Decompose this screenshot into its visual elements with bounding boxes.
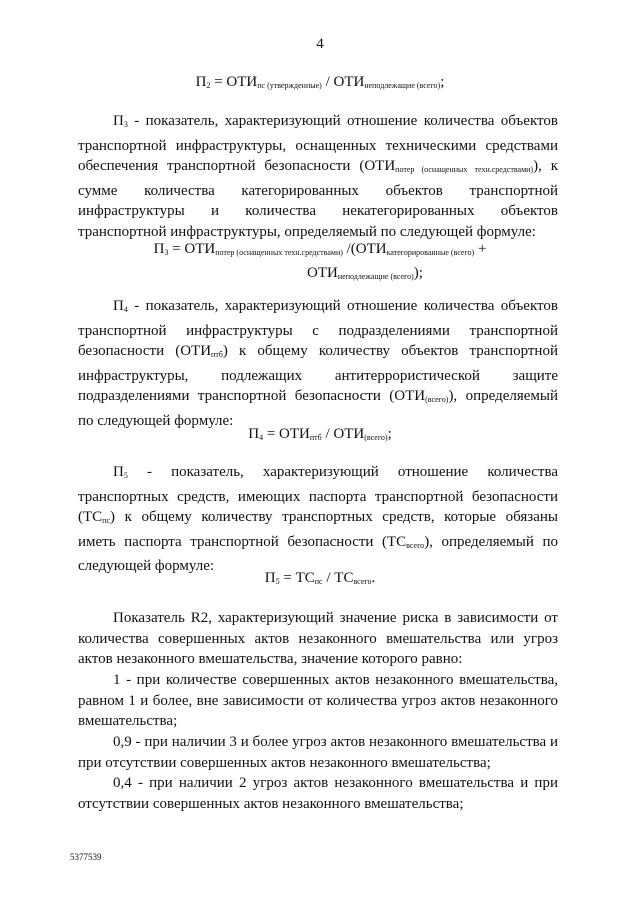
formula-p5: $П_5 = ТС_{пс} / ТС_{всего}$. [264, 570, 376, 586]
formula-p3-line1: $П_3 = ОТИ_{потер (оснащенных техн.средствами)}$ $/(ОТИ_{категорированные (всего)}$ + [153, 241, 487, 257]
paragraph-p4: $П_4$ - показатель, характеризующий отношение количества объектов транспортной инфраструктуры с подразделениями транспортной безопасности $(ОТИ_{птб})$ к общему количеству объектов транспортной инфраструктуры, подлежащих антитеррористической защите подразделениями транспортной безопасности $(ОТИ_{(всего)})$, определяемый по следующей формуле: [78, 298, 558, 429]
formula-p2: $П_2 = ОТИ_{пс (утвержденные)} / ОТИ_{неподлежащие (всего)}$; [195, 74, 445, 90]
formula-p4: $П_4 = ОТИ_{птб} / ОТИ_{(всего)}$; [248, 426, 392, 442]
formula-p3 [0, 239, 640, 287]
paragraph-p5: $П_5$ - показатель, характеризующий отношение количества транспортных средств, имеющих паспорта транспортной безопасности $(ТС_{пс})$ к общему количеству транспортных средств, которые обязаны иметь паспорта транспортной безопасности $(ТС_{всего})$, определяемый по следующей формуле: [78, 464, 558, 575]
list-item-value-0-4: 0,4 - при наличии 2 угроз актов незаконного вмешательства и при отсутствии совершенных актов незаконного вмешательства; [78, 775, 558, 812]
list-item-value-0-9: 0,9 - при наличии 3 и более угроз актов незаконного вмешательства и при отсутствии совершенных актов незаконного вмешательства; [78, 734, 558, 771]
paragraph-p3: $П_3$ - показатель, характеризующий отношение количества объектов транспортной инфраструктуры, оснащенных техническими средствами обеспечения транспортной безопасности $(ОТИ_{потер (оснащенных техн.средствами)})$, к сумме количества категорированных объектов транспортной инфраструктуры и количества некатегорированных объектов транспортной инфраструктуры, определяемый по следующей формуле: [78, 113, 558, 240]
page-number: 4 [316, 36, 324, 52]
formula-p3-line2: $ОТИ_{неподлежащие (всего)}$); [307, 265, 423, 281]
document-id: 5377539 [70, 852, 102, 862]
paragraph-r2: Показатель R2, характеризующий значение риска в зависимости от количества совершенных актов незаконного вмешательства или угроз актов незаконного вмешательства, значение которого равно: [78, 610, 558, 668]
list-item-value-1: 1 - при количестве совершенных актов незаконного вмешательства, равном 1 и более, вне зависимости от количества угроз актов незаконного вмешательства; [78, 672, 558, 730]
